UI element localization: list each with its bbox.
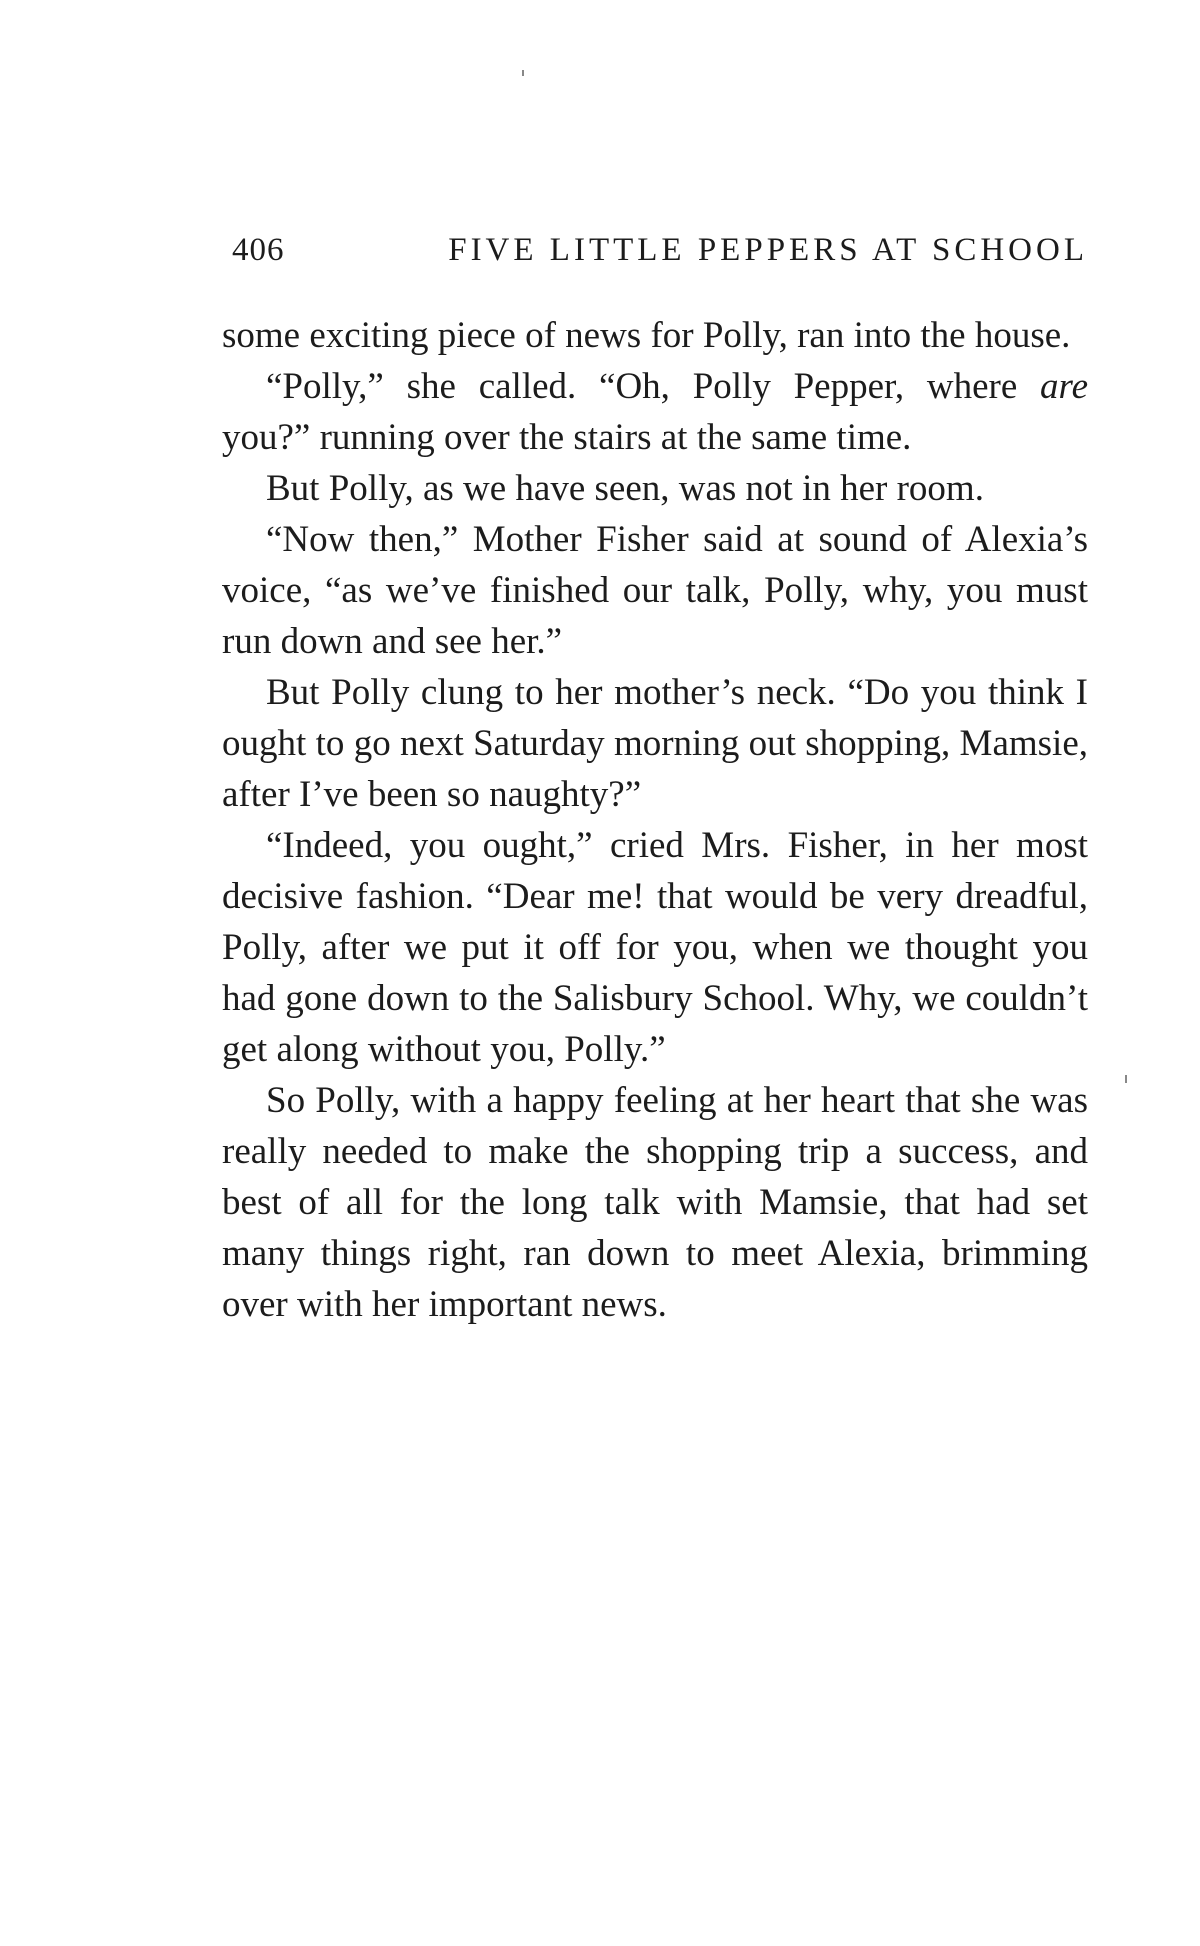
- paragraph-text-start: “Polly,” she called. “Oh, Polly Pepper, where: [266, 366, 1041, 407]
- paragraph-polly-called: [222, 361, 1088, 463]
- paragraph-mother-fisher: “Now then,” Mother Fisher said at sound of Alexia’s voice, “as we’ve finished our talk, Polly, why, you must run down and see her.”: [222, 519, 1088, 662]
- paper-speck: [1125, 1075, 1127, 1083]
- running-title: FIVE LITTLE PEPPERS AT SCHOOL: [448, 232, 1088, 268]
- emphasized-word: are: [1040, 366, 1088, 407]
- paragraph-continued: some exciting piece of news for Polly, ran into the house.: [222, 315, 1071, 356]
- paper-speck: [522, 70, 524, 76]
- body-text: [222, 310, 1088, 1330]
- paragraph-text-end: you?” running over the stairs at the same time.: [222, 417, 912, 458]
- paragraph-polly-clung: But Polly clung to her mother’s neck. “Do you think I ought to go next Saturday morning out shopping, Mamsie, after I’ve been so naughty?”: [222, 672, 1088, 815]
- page-number: 406: [232, 232, 285, 268]
- paragraph-so-polly: So Polly, with a happy feeling at her heart that she was really needed to make the shopping trip a success, and best of all for the long talk with Mamsie, that had set many things right, ran down to meet Alexia, brimming over with her important news.: [222, 1080, 1088, 1325]
- paragraph-indeed: “Indeed, you ought,” cried Mrs. Fisher, in her most decisive fashion. “Dear me! that would be very dreadful, Polly, after we put it off for you, when we thought you had gone down to the Salisbury School. Why, we couldn’t get along without you, Polly.”: [222, 825, 1088, 1070]
- page-header: [232, 232, 1088, 272]
- paragraph-not-in-room: But Polly, as we have seen, was not in her room.: [266, 468, 984, 509]
